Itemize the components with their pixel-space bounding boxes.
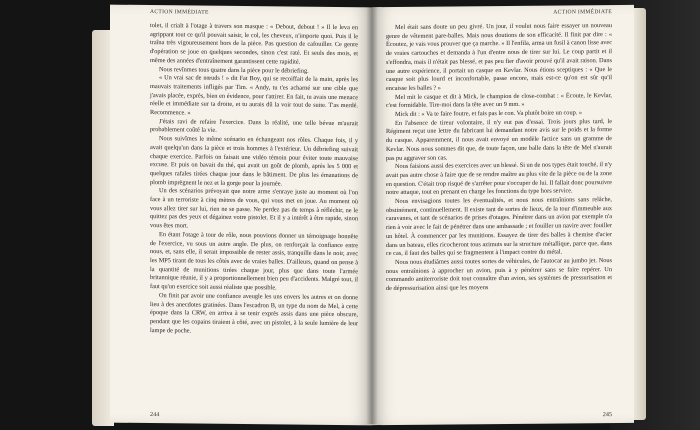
paragraph: J'étais ravi de refaire l'exercice. Dans la réalité, une telle bévue m'aurait probablement coûté la vie. xyxy=(150,117,358,135)
paragraph: « Un vrai sac de nœuds ! » dit Fat Boy, qui se recoiffait de la main, après les mauvais traitements infligés par Tim. « Andy, tu t'es acharné sur une cible que j'avais placée, exprès, bien en évidence, pour t'attirer. En fait, tu avais une menace réelle et immédiate sur ta droite, et tu aurais dû la voir tout de suite. T'as merdé. Recommence. » xyxy=(150,74,358,117)
paragraph: En l'absence de tireur volontaire, il n'y eut pas d'essai. Trois jours plus tard, le Régiment reçut une lettre du fabricant lui demandant notre avis sur le poids et la forme du casque. Apparemment, il nous avait envoyé un modèle factice sans un gramme de Kevlar. Nous nous sommes dit que, de toute façon, une balle dans la tête de Mel n'aurait pas pu aggraver son cas. xyxy=(386,117,612,162)
left-page xyxy=(110,5,372,426)
paragraph: Nous envisagions toutes les éventualités, et nous nous entraînions sans relâche, obstinément, continuellement. Il existe tant de sortes de lieux, de la tour d'immeuble aux caravanes, et tant de scénarios de prises d'otages. Pénétrer dans un avion par exemple n'a rien à voir avec le fait de pénétrer dans une ambassade ; et fouiller un navire avec fouiller un hôtel. À commencer par les munitions. Essayez de tirer des balles à chemise d'acier dans un bateau, elles ricocheront tous azimuts sur la structure métallique, parce que, dans ce cas, il faut des balles qui se fragmentent à l'impact contre du métal. xyxy=(386,196,612,258)
right-page xyxy=(372,5,634,425)
paragraph: tolet, il crialt à l'otage à travers son masque : « Debout, debout ! » Il le leva en agrippant tout ce qu'il pouvait saisir, le col, les cheveux, n'importe quoi. Puis il le traîna très vigoureusement hors de la pièce. Pas question de cafouiller. Ce genre d'opération se joue en quelques secondes, sinon c'est raté. Et seuls des mois, et même des années d'entraînement garantissent cette rapidité. xyxy=(150,22,358,66)
paragraph: Nous suivîmes le même scénario en échangeant nos rôles. Chaque fois, il y avait quelqu'un dans la pièce et trois hommes à l'extérieur. Un débriefing suivait chaque exercice. Parfois on faisait une vidéo témoin pour éviter toute mauvaise excuse. Et puis on bavait du thé, qui avait un goût de plomb, après les 5 000 et quelques rafales tirées chaque jour dans le bâtiment. De plus les émanations de plomb imprègnent le nez et la gorge pour la journée. xyxy=(150,135,358,188)
paragraph: On finit par avoir une confiance aveugle les uns envers les autres et on donne lieu à des anecdotes gratinées. Dans l'escadron B, un type du nom de Mel, à cette époque dans la CRW, en arriva à se tenir exprès assis dans une pièce obscure, pendant que les copains tiraient à côté, avec un pistolet, à la seule lumière de leur lampe de poche. xyxy=(150,291,358,335)
paragraph: En étant l'otage à tour de rôle, nous pouvions donner un témoignage honnête de l'exercice, vu sous un autre angle. De plus, on renforçait la confiance entre nous, et, sans elle, il serait impossible de rester assis, tranquille dans le noir, avec les MP5 tirant de tous les côtés avec de vraies balles. D'ailleurs, quand on pense à la quantité de munitions tirées chaque jour, plus que dans toute l'armée britannique réunie, il y a proportionnellement bien peu d'accidents. Malgré tout, il faut qu'un exercice soit aussi réaliste que possible. xyxy=(150,231,358,292)
book-gutter xyxy=(366,6,378,424)
page-number-left: 244 xyxy=(150,411,160,419)
paragraph: Mel mit le casque et dit à Mick, le champion de close-combat : « Écoute, le Kevlar, c'est formidable. Tire-moi dans la tête avec un 9 mm. » xyxy=(386,91,612,110)
left-page-text xyxy=(150,22,358,337)
running-head-right: ACTION IMMÉDIATE xyxy=(553,9,612,16)
running-head-left: ACTION IMMÉDIATE xyxy=(150,9,209,16)
paragraph: Nous nous étudiâmes aussi toutes sortes de véhicules, de l'autocar au jumbo jet. Nous nous entraînions à approcher un avion, puis à y pénétrer sans se faire repérer. Un commando antiterroriste doit tout connaître d'un avion, ses systèmes de pressurisation et de dépressurisation ainsi que les moyens xyxy=(386,257,612,293)
page-number-right: 245 xyxy=(602,411,612,419)
paragraph: Mel était sans doute un peu givré. Un jour, il voulut nous faire essayer un nouveau genre de vêtement pare-balles. Mais nous doutions de son efficacité. Il finit par dire : « Écoutez, je vais vous prouver que ça marche. » Il l'enfila, arma un fusil à canon lisse avec de vraies cartouches et demanda à l'un d'entre nous de tirer sur lui. Le coup partit et il s'effondra, mais il n'était pas blessé, et pas peu fier d'avoir prouvé qu'il avait raison. Dans une autre expérience, il portait un casque en Kevlar. Nous étions sceptiques : « Que le casque soit plus lourd et inconfortable, passe encore, mais est-ce qu'on est sûr qu'il encaisse les balles ? » xyxy=(386,22,612,92)
paragraph: Nous faisions aussi des exercices avec un blessé. Si un de nos types était touché, il n'y avait pas autre chose à faire que de se rendre maître au plus vite de la pièce ou de la zone en question. C'était trop risqué de s'arrêter pour s'occuper de lui. Il fallait donc poursuivre notre attaque, tout en prenant en charge les fonctions du type hors service. xyxy=(386,161,612,197)
paragraph: Un des scénarios prévoyait que notre arme s'enraye juste au moment où l'on face à un terroriste à cinq mètres de vous, qui vous met en joue. Au moment où vous allez tirer sur lui, rien ne se passe. Ne perdez pas de temps à réfléchir, ne le quittez pas des yeux et dégainez votre pistolet. Et il y a intérêt à être rapide, sinon vous êtes mort. xyxy=(150,187,358,230)
paragraph: Mick dit : « Va te faire foutre, et fais pas le con. Va plutôt boire un coup. » xyxy=(395,109,583,118)
paragraph: Nous revînmes tous quatre dans la pièce pour le débriefing. xyxy=(159,65,309,75)
right-page-text xyxy=(386,22,612,294)
